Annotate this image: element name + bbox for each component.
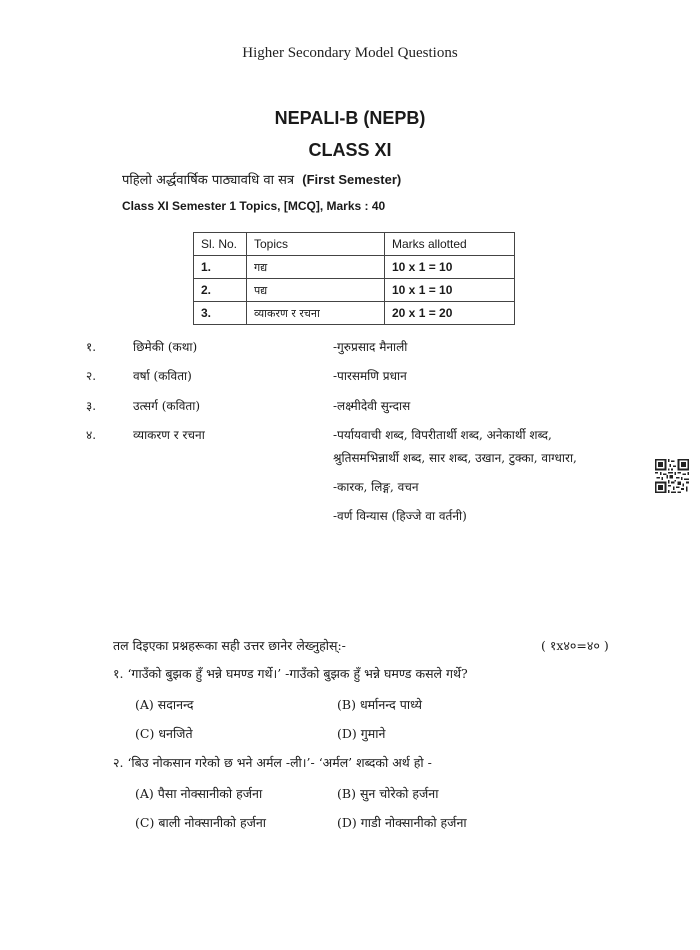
syllabus-detail: -पर्यायवाची शब्द, विपरीतार्थी शब्द, अनेकार्थी शब्द, [333,428,552,442]
syllabus-author: -पारसमणि प्रधान [333,369,407,383]
column-header-marks: Marks allotted [385,233,515,256]
option-text: गुमाने [360,726,386,741]
question-text: २. ‘बिउ नोकसान गरेको छ भने अर्मल -ली।’- ‘अर्मल’ शब्दको अर्थ हो - [113,755,432,770]
table-row [194,279,515,302]
table-row [194,302,515,325]
qr-code-icon [655,459,689,493]
row-topic: पद्य [247,279,385,302]
topics-line: Class XI Semester 1 Topics, [MCQ], Marks : 40 [122,199,386,213]
semester-english: (First Semester) [302,172,402,187]
syllabus-topic: व्याकरण र रचना [133,428,205,442]
option-text: गाडी नोक्सानीको हर्जना [360,815,467,830]
row-sl: 1. [194,256,247,279]
instruction-text: तल दिइएका प्रश्नहरूका सही उत्तर छानेर लेख्नुहोस्:- [113,638,346,653]
table-row [194,256,515,279]
syllabus-detail: -वर्ण विन्यास (हिज्जे वा वर्तनी) [333,509,467,523]
option-c [135,814,266,831]
option-label: (D) [337,726,357,741]
row-sl: 2. [194,279,247,302]
option-label: (C) [135,726,155,741]
syllabus-number: ४. [86,428,97,442]
option-c [135,725,193,742]
option-text: सुन चोरेको हर्जना [359,786,439,801]
option-a [135,785,262,802]
option-text: धर्मानन्द पाध्ये [359,697,423,712]
row-marks: 10 x 1 = 10 [385,256,515,279]
syllabus-topic: वर्षा (कविता) [133,369,192,383]
running-head: Higher Secondary Model Questions [242,45,458,61]
semester-heading [122,170,401,188]
question-text: १. ‘गाउँको बुझक हुँ भन्ने घमण्ड गर्थे।’ -गाउँको बुझक हुँ भन्ने घमण्ड कसले गर्थे? [113,666,468,681]
syllabus-number: ३. [86,399,97,413]
option-d [337,725,385,742]
syllabus-number: १. [86,340,97,354]
column-header-sl: Sl. No. [194,233,247,256]
syllabus-number: २. [86,369,97,383]
row-marks: 20 x 1 = 20 [385,302,515,325]
option-label: (A) [135,786,154,801]
option-text: पैसा नोक्सानीको हर्जना [157,786,263,801]
class-title: CLASS XI [308,140,392,160]
subject-title: NEPALI-B (NEPB) [274,108,426,128]
option-d [337,814,467,831]
option-label: (D) [337,815,357,830]
syllabus-author: -गुरुप्रसाद मैनाली [333,340,408,354]
row-topic: गद्य [247,256,385,279]
syllabus-topic: छिमेकी (कथा) [133,340,198,354]
option-label: (C) [135,815,155,830]
syllabus-detail: श्रुतिसमभिन्नार्थी शब्द, सार शब्द, उखान, टुक्का, वाग्धारा, [333,451,577,465]
option-b [337,785,439,802]
option-label: (B) [337,697,356,712]
option-a [135,696,194,713]
table-header-row [194,233,515,256]
option-text: बाली नोक्सानीको हर्जना [158,815,267,830]
row-topic: व्याकरण र रचना [247,302,385,325]
option-text: धनजिते [158,726,193,741]
syllabus-topic: उत्सर्ग (कविता) [133,399,200,413]
instruction-marks: ( १x४०=४० ) [541,638,609,653]
column-header-topics: Topics [247,233,385,256]
option-label: (A) [135,697,154,712]
syllabus-author: -लक्ष्मीदेवी सुन्दास [333,399,411,413]
option-b [337,696,422,713]
option-text: सदानन्द [157,697,194,712]
option-label: (B) [337,786,356,801]
row-sl: 3. [194,302,247,325]
row-marks: 10 x 1 = 10 [385,279,515,302]
semester-nepali: पहिलो अर्द्धवार्षिक पाठ्यावधि वा सत्र [122,173,295,188]
syllabus-detail: -कारक, लिङ्ग, वचन [333,480,419,494]
marks-table [193,232,515,325]
